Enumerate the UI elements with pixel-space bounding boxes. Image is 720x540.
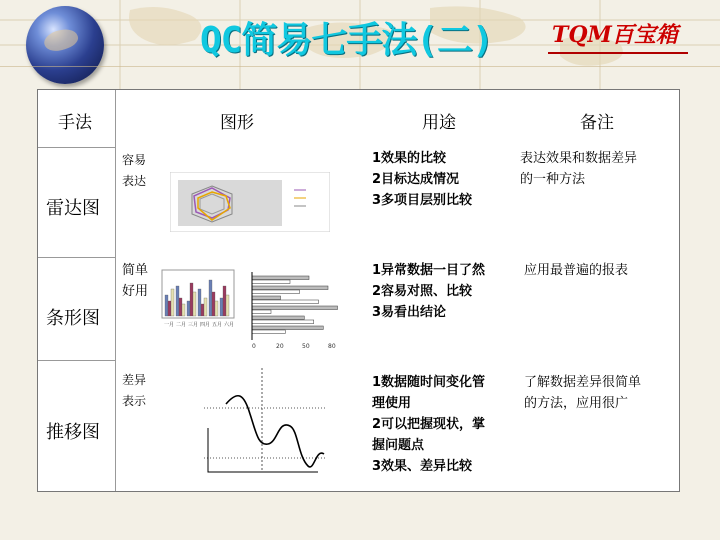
column-bar: [176, 286, 179, 316]
column-category-label: 三月: [188, 322, 199, 328]
horizontal-bar: [252, 276, 309, 280]
column-category-label: 一月: [164, 322, 175, 328]
column-bar: [171, 289, 174, 316]
column-category-label: 四月: [200, 322, 211, 328]
method-bar-chart: 条形图: [46, 308, 100, 329]
brand-label: TQM百宝箱: [552, 22, 678, 48]
note-trend: 了解数据差异很简单 的方法，应用很广: [524, 375, 642, 411]
column-bar: [204, 298, 207, 316]
row-divider: [38, 360, 115, 361]
column-category-label: 二月: [176, 322, 187, 328]
method-trend-chart: 推移图: [46, 422, 100, 443]
column-bar: [193, 292, 196, 316]
header-divider: [0, 66, 720, 67]
horizontal-bar: [252, 310, 271, 314]
column-bar: [168, 301, 171, 316]
column-bar: [209, 280, 212, 316]
column-divider: [115, 90, 116, 491]
horizontal-bar: [252, 330, 285, 334]
bar-chart-thumbnail: [154, 268, 354, 352]
horizontal-bar: [252, 306, 338, 310]
column-bar: [215, 301, 218, 316]
radar-chart-thumbnail: [170, 172, 330, 232]
column-header-method: 手法: [58, 113, 92, 133]
bar-axis-tick: 50: [302, 343, 310, 350]
column-category-label: 六月: [224, 322, 235, 328]
method-radar-chart: 雷达图: [46, 198, 100, 219]
column-bar: [201, 304, 204, 316]
uses-trend: 1数据随时间变化管 理使用 2可以把握现状，掌 握问题点 3效果、差异比较: [372, 375, 486, 474]
column-bar: [182, 304, 185, 316]
column-bar: [220, 298, 223, 316]
horizontal-bar: [252, 316, 304, 320]
horizontal-bar: [252, 290, 300, 294]
column-category-label: 五月: [212, 322, 223, 328]
column-header-use: 用途: [422, 113, 456, 133]
methods-table: [37, 89, 680, 492]
graphic-caption: 差异 表示: [122, 373, 147, 408]
graphic-caption: 容易 表达: [122, 153, 147, 188]
horizontal-bar: [252, 326, 323, 330]
column-bar: [198, 289, 201, 316]
horizontal-bar: [252, 296, 281, 300]
bar-axis-tick: 0: [252, 343, 256, 350]
column-bar: [179, 298, 182, 316]
note-radar: 表达效果和数据差异 的一种方法: [520, 151, 638, 187]
trend-chart-thumbnail: [198, 368, 338, 478]
column-bar: [226, 295, 229, 316]
horizontal-bar: [252, 286, 328, 290]
note-bar: 应用最普遍的报表: [524, 263, 629, 278]
column-bar: [190, 283, 193, 316]
globe-logo-icon: [26, 6, 104, 84]
column-bar: [165, 295, 168, 316]
uses-radar: 1效果的比较 2目标达成情况 3多项目层别比较: [372, 151, 473, 208]
column-bar: [187, 301, 190, 316]
row-divider: [38, 257, 115, 258]
horizontal-bar: [252, 280, 290, 284]
horizontal-bar: [252, 320, 314, 324]
column-bar: [212, 292, 215, 316]
uses-bar: 1异常数据一目了然 2容易对照、比较 3易看出结论: [372, 263, 486, 320]
column-header-graphic: 图形: [220, 113, 254, 133]
page-title: QC简易七手法(二): [200, 20, 493, 61]
bar-axis-tick: 80: [328, 343, 336, 350]
column-bar: [223, 286, 226, 316]
row-divider: [38, 147, 115, 148]
graphic-caption: 简单 好用: [122, 263, 149, 299]
bar-axis-tick: 20: [276, 343, 284, 350]
horizontal-bar: [252, 300, 319, 304]
brand-underline: [548, 52, 688, 54]
column-header-note: 备注: [580, 113, 614, 133]
